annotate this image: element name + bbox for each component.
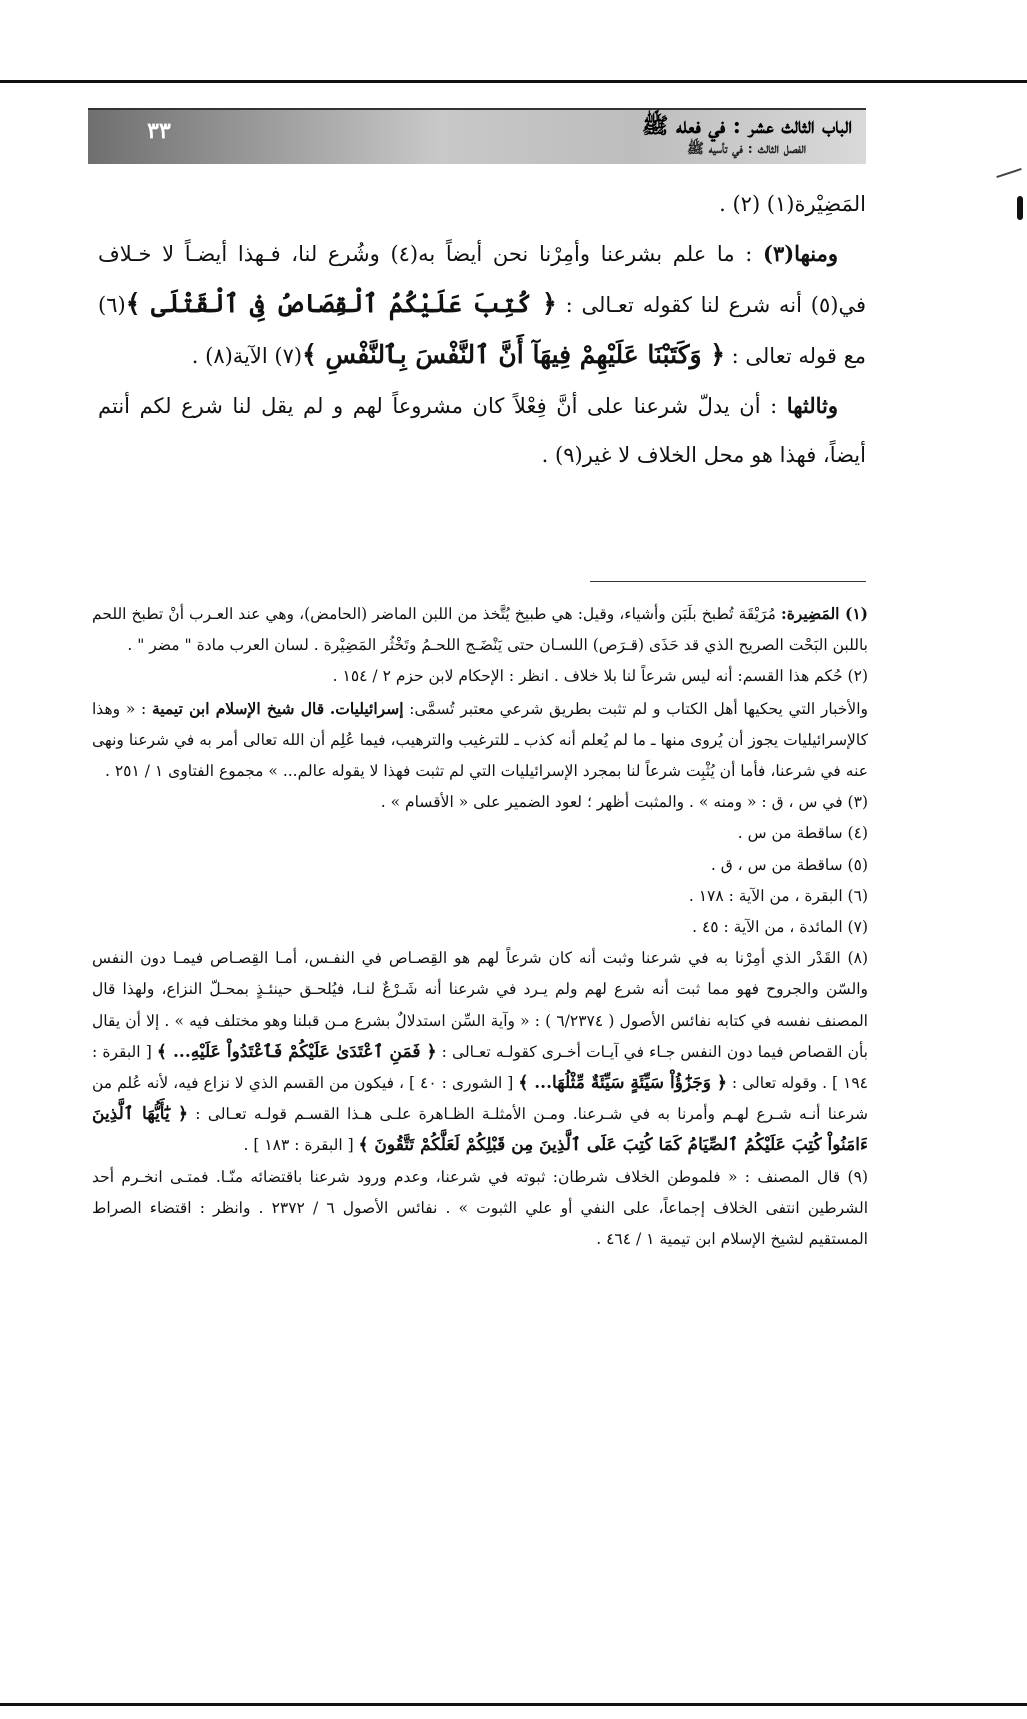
page-number: ٣٣ <box>147 118 171 144</box>
paragraph-2-lead: وثالثها <box>786 393 838 418</box>
footnote-8-text-3: [ الشورى : ٤٠ ] ، فيكون من القسم الذي لا نزاع فيه، لأنه عُلم من شرعنا أنـه شـرع لهـم وأمرنا به في شـرعنا. ومـن الأمثلـة الظـاهرة علـى هـذا القسـم قولـه تعـالى : <box>92 1074 868 1124</box>
paragraph-1-text-2: (٦) مع قوله تعالى : <box>98 293 866 368</box>
footnote-2b-bold-2: قال شيخ الإسلام ابن تيمية <box>151 698 325 718</box>
paragraph-2 <box>98 381 866 480</box>
paragraph-1-text-3: (٧) الآية(٨) . <box>191 344 303 368</box>
quran-verse-2: ﴿ وَكَتَبْنَا عَلَيْهِمْ فِيهَآ أَنَّ ٱلنَّفْسَ بِٱلنَّفْسِ ﴾ <box>302 340 725 369</box>
bottom-rule <box>0 1703 1027 1706</box>
footnote-8-text: (٨) القَدْر الذي أمِرْنا به في شرعنا وثبت أنه كان شرعاً لهم هو القِصـاص في النفـس، أمـا القِصـاص فيمـا دون النفس والسّن والجروح فهو مما ثبت أنه شرع لهم ولم يـرد في شرعنا أنه شَـرْعٌ لنـا، فيُلحـق حينئـذٍ بمحـلّ النزاع، ولهذا قال المصنف نفسه في كتابه نفائس الأصول ( ٦/٢٣٧٤ ) : « وآية السِّن استدلالٌ بشرع مـن قبلنا وهو مختلف فيه » . إلا أن يقال بأن القصاص فيما دون النفس جـاء في آيـات أخـرى كقولـه تعـالى : <box>92 949 868 1061</box>
footnote-5: (٥) ساقطة من س ، ق . <box>710 855 868 874</box>
running-header <box>88 108 866 164</box>
footnote-8-verse-2: ﴿ وَجَزَٰٓؤُاْ سَيِّئَةٍ سَيِّئَةٌ مِّثْلُهَا... ﴾ <box>518 1073 727 1094</box>
footnote-7: (٧) المائدة ، من الآية : ٤٥ . <box>692 918 868 937</box>
margin-bracket <box>1017 196 1023 220</box>
footnotes <box>92 598 868 1255</box>
chapter-title: الباب الثالث عشر : في فعله ﷺ <box>641 113 852 139</box>
footnote-8-verse-3: ﴿ يَٰٓأَيُّهَا ٱلَّذِينَ ءَامَنُواْ كُتِبَ عَلَيْكُمُ ٱلصِّيَامُ كَمَا كُتِبَ عَلَى ٱلَّذِينَ مِن قَبْلِكُمْ لَعَلَّكُمْ تَتَّقُونَ ﴾ <box>92 1104 868 1156</box>
main-text <box>98 180 866 480</box>
footnote-2b-bold: إسرائيليات. <box>329 698 404 718</box>
footnote-2b-text-2: : « وهذا كالإسرائيليات يجوز أن يُروى منها ـ ما لم يُعلم أنه كذب ـ للترغيب والترهيب، فيما عُلِم أن الله تعالى أمر به في شرعنا ونهى عنه في شرعنا، فأما أن يُثْبِت شرعاً لنا بمجرد الإسرائيليات التي لم تثبت فهذا لا يقوله عالم... » مجموع الفتاوى ١ / ٢٥١ . <box>92 699 868 781</box>
footnote-2: (٢) حُكم هذا القسم: أنه ليس شرعاً لنا بلا خلاف . انظر : الإحكام لابن حزم ٢ / ١٥٤ . <box>332 667 868 686</box>
paragraph-2-text: : أن يدلّ شرعنا على أنَّ فِعْلاً كان مشروعاً لهم و لم يقل لنا شرع لكم أنتم أيضاً، فهذا هو محل الخلاف لا غير(٩) . <box>98 394 866 467</box>
footnote-separator <box>590 581 866 582</box>
paragraph-0: المَضِيْرة(١) (٢) . <box>719 192 866 216</box>
paragraph-1-lead: ومنها(٣) <box>763 241 838 266</box>
footnote-8 <box>92 943 868 1161</box>
footnote-1-text: مُرَيْقَة تُطبخ بلَبَن وأشياء، وقيل: هي طبيخ يُتَّخذ من اللبن الماضر (الحامض)، وهي عند العـرب أنْ تطبخ اللحم باللبن البَحْت الصريح الذي قد حَذَى (قـرَص) اللسـان حتى يَنْضَـج اللحـمُ وتَخْثُر المَضِيْرة . لسان العرب مادة " مضر " . <box>92 605 868 655</box>
section-title: الفصل الثالث : في تأسيه ﷺ <box>686 141 806 157</box>
paragraph-1 <box>98 229 866 381</box>
footnote-8-text-2: [ البقرة : ١٩٤ ] . وقوله تعالى : <box>92 1042 869 1093</box>
footnote-1 <box>92 598 868 661</box>
paragraph-1-text: : ما علم بشرعنا وأمِرْنا نحن أيضاً به(٤) وشُرع لنا، فـهذا أيضـاً لا خـلاف في(٥) أنه شرع لنا كقوله تعـالى : <box>98 242 866 317</box>
footnote-1-head: (١) المَضِيرة: <box>780 604 869 623</box>
top-rule <box>0 80 1027 83</box>
footnote-8-text-4: [ البقرة : ١٨٣ ] . <box>243 1136 359 1155</box>
footnote-8-verse-1: ﴿ فَمَنِ ٱعْتَدَىٰ عَلَيْكُمْ فَٱعْتَدُواْ عَلَيْهِ... ﴾ <box>156 1041 437 1062</box>
footnote-6: (٦) البقرة ، من الآية : ١٧٨ . <box>688 886 868 905</box>
margin-mark <box>996 168 1021 178</box>
quran-verse-1: ﴿ كُتِبَ عَلَيْكُمُ ٱلْقِصَاصُ فِى ٱلْقَتْلَى ﴾ <box>125 289 557 318</box>
footnote-2b-text: والأخبار التي يحكيها أهل الكتاب و لم تثبت بطريق شرعي معتبر تُسمَّى: <box>403 699 868 718</box>
footnote-3: (٣) في س ، ق : « ومنه » . والمثبت أظهر ؛ لعود الضمير على « الأقسام » . <box>380 793 868 812</box>
footnote-2-continued <box>92 693 868 788</box>
footnote-4: (٤) ساقطة من س . <box>737 824 868 843</box>
footnote-9: (٩) قال المصنف : « فلموطن الخلاف شرطان: ثبوته في شرعنا، وعدم ورود شرعنا باقتضائه منّـا. فمتـى انخـرم أحد الشرطين انتفى الخلاف إجماعاً، على النفي أو علي الثبوت » . نفائس الأصول ٦ / ٢٣٧٢ . وانظر : اقتضاء الصراط المستقيم لشيخ الإسلام ابن تيمية ١ / ٤٦٤ . <box>92 1167 868 1249</box>
